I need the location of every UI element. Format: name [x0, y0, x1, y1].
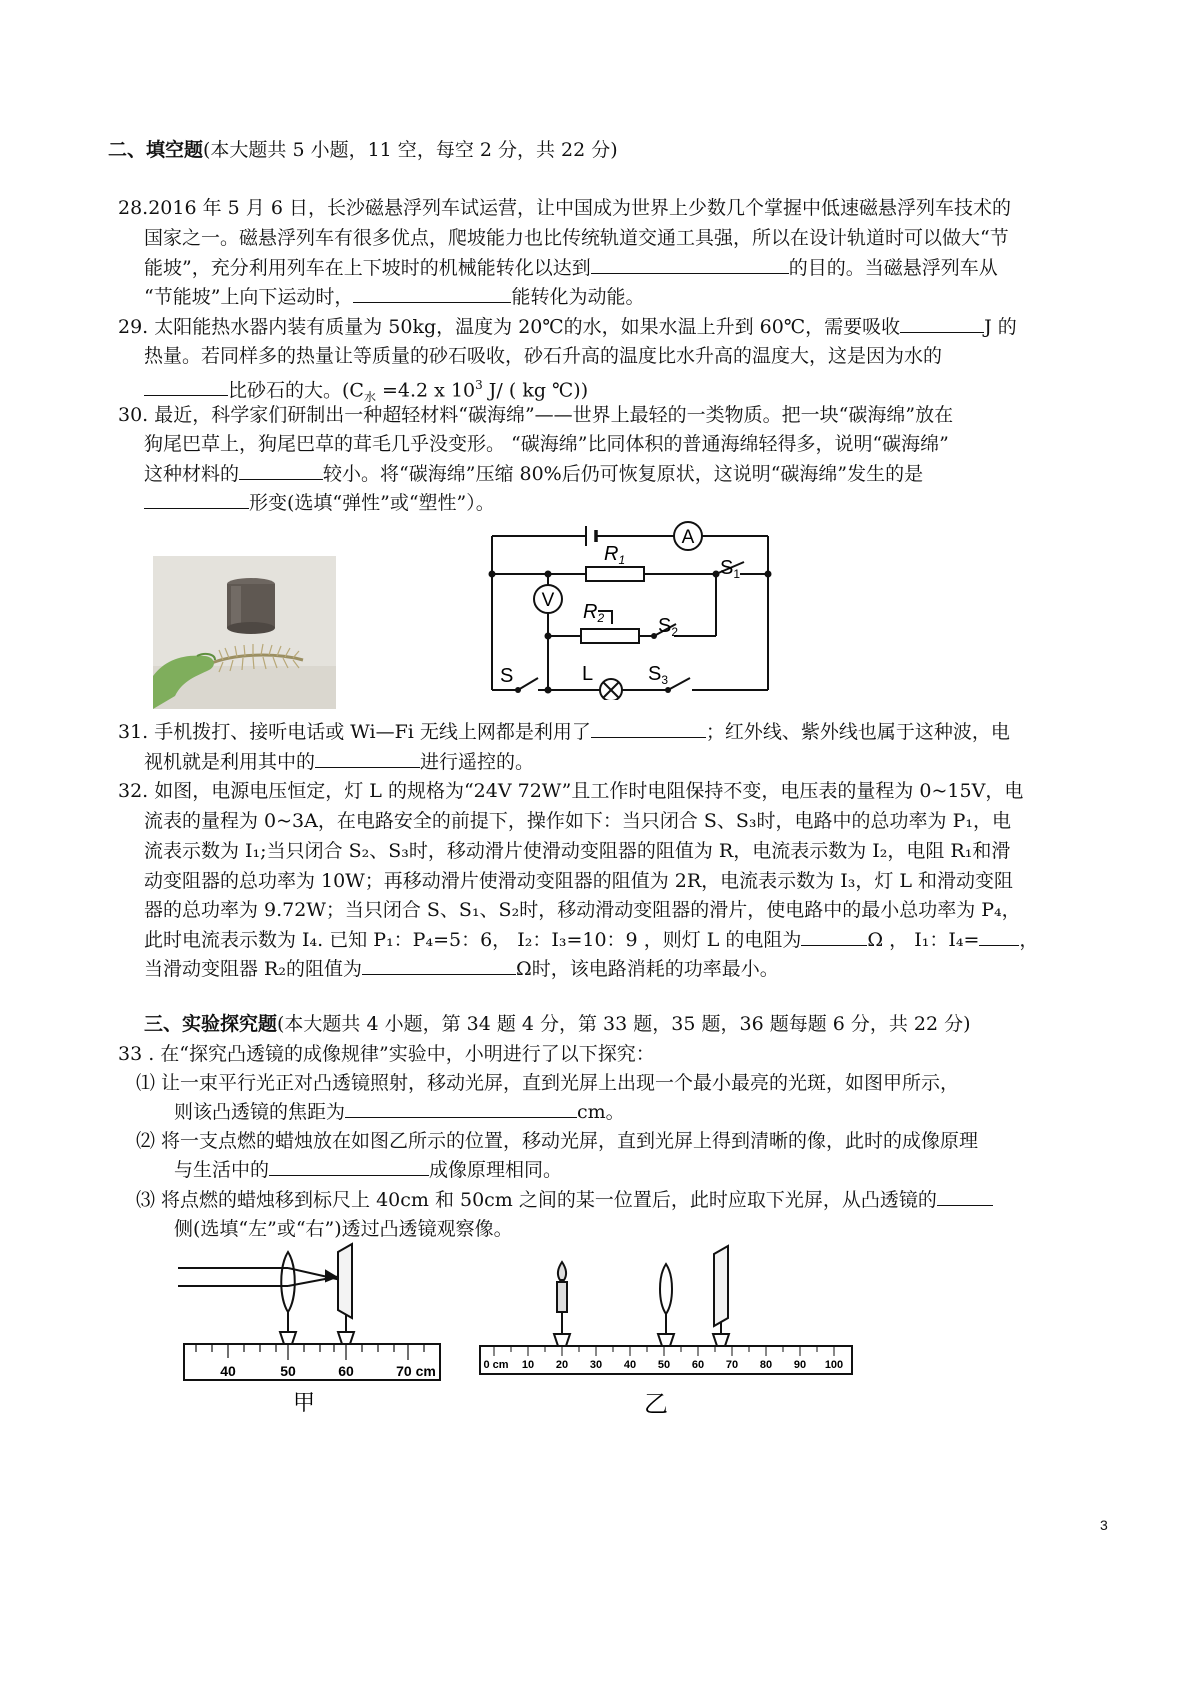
voltmeter-label: V	[541, 590, 555, 611]
q33-intro: 33 . 在“探究凸透镜的成像规律”实验中，小明进行了以下探究：	[118, 1043, 655, 1065]
carbon-sponge-photo	[153, 556, 336, 709]
q29-line-1: 29. 太阳能热水器内装有质量为 50kg，温度为 20℃的水，如果水温上升到 60℃，需要吸收 J 的	[118, 316, 1017, 338]
jia-tick-50: 50	[280, 1363, 296, 1379]
yi-tick-10: 10	[521, 1359, 535, 1371]
jia-caption: 甲	[292, 1390, 316, 1415]
q32-line-3: 流表示数为 I₁;当只闭合 S₂、S₃时，移动滑片使滑动变阻器的阻值为 R，电流表示数为 I₂，电阻 R₁和滑	[144, 840, 1011, 862]
q30-blank-1[interactable]	[239, 461, 323, 480]
q28-blank-1[interactable]	[591, 255, 789, 274]
q32-line-2: 流表的量程为 0~3A，在电路安全的前提下，操作如下：当只闭合 S、S₃时，电路中的总功率为 P₁，电	[144, 810, 1011, 832]
q28-blank-2[interactable]	[353, 284, 511, 303]
q33-part-2-line-1: ⑵ 将一支点燃的蜡烛放在如图乙所示的位置，移动光屏，直到光屏上得到清晰的像，此时的成像原理	[136, 1130, 979, 1152]
jia-tick-60: 60	[338, 1363, 354, 1379]
q30-line-3: 这种材料的 较小。将“碳海绵”压缩 80%后仍可恢复原状，这说明“碳海绵”发生的是	[144, 463, 924, 485]
q32-line-5: 器的总功率为 9.72W；当只闭合 S、S₁、S₂时，移动滑动变阻器的滑片，使电路中的最小总功率为 P₄，	[144, 899, 1021, 921]
yi-tick-50: 50	[657, 1359, 671, 1371]
yi-tick-40: 40	[623, 1359, 637, 1371]
q32-line-1: 32. 如图，电源电压恒定，灯 L 的规格为“24V 72W”且工作时电阻保持不变，电压表的量程为 0~15V，电	[118, 780, 1024, 802]
section-3-note: (本大题共 4 小题，第 34 题 4 分，第 33 题，35 题，36 题每题 6 分，共 22 分)	[277, 1013, 971, 1035]
q31-line-1: 31. 手机拨打、接听电话或 Wi—Fi 无线上网都是利用了 ；红外线、紫外线也属于这种波，电	[118, 721, 1010, 743]
yi-caption: 乙	[644, 1391, 668, 1416]
q32-line-7: 当滑动变阻器 R₂的阻值为 Ω时，该电路消耗的功率最小。	[144, 958, 779, 980]
jia-tick-70: 70 cm	[396, 1363, 436, 1379]
lamp-label: L	[582, 663, 594, 685]
q33-part-3-line-2: 侧(选填“左”或“右”)透过凸透镜观察像。	[174, 1218, 513, 1240]
q33-part-1-line-2: 则该凸透镜的焦距为 cm。	[174, 1101, 625, 1123]
q32-line-4: 动变阻器的总功率为 10W；再移动滑片使滑动变阻器的阻值为 2R，电流表示数为 I₃，灯 L 和滑动变阻	[144, 870, 1014, 892]
q33-blank-1[interactable]	[345, 1099, 577, 1118]
circuit-diagram	[488, 518, 778, 700]
q32-blank-3[interactable]	[362, 956, 516, 975]
q33-blank-2[interactable]	[269, 1157, 429, 1176]
q31-line-2: 视机就是利用其中的 进行遥控的。	[144, 751, 535, 773]
yi-tick-20: 20	[555, 1359, 569, 1371]
q28-line-3: 能坡”，充分利用列车在上下坡时的机械能转化以达到 的目的。当磁悬浮列车从	[144, 257, 998, 279]
section-3-title: 三、实验探究题	[144, 1013, 278, 1035]
jia-tick-40: 40	[220, 1363, 236, 1379]
s2-label: $S_2$	[658, 615, 679, 639]
q32-line-6: 此时电流表示数为 I₄. 已知 P₁：P₄=5：6， I₂：I₃=10：9 ，则灯 L 的电阻为 Ω ， I₁：I₄= ，	[144, 929, 1039, 951]
figure-yi	[478, 1244, 854, 1416]
q28-line-4: “节能坡”上向下运动时， 能转化为动能。	[144, 286, 645, 308]
s-label: S	[500, 665, 514, 687]
r2-label: $R_2$	[583, 601, 605, 625]
figure-jia	[176, 1240, 444, 1416]
q31-blank-1[interactable]	[591, 719, 706, 738]
page-number: 3	[1100, 1517, 1108, 1533]
yi-tick-70: 70	[725, 1359, 739, 1371]
yi-tick-30: 30	[589, 1359, 603, 1371]
ammeter-label: A	[681, 527, 695, 548]
yi-tick-100: 100	[824, 1359, 844, 1371]
q30-blank-2[interactable]	[144, 490, 249, 509]
s1-label: $S_1$	[720, 557, 741, 581]
q33-part-3-line-1: ⑶ 将点燃的蜡烛移到标尺上 40cm 和 50cm 之间的某一位置后，此时应取下光屏，从凸透镜的	[136, 1186, 993, 1214]
q28-line-1: 28.2016 年 5 月 6 日，长沙磁悬浮列车试运营，让中国成为世界上少数几个掌握中低速磁悬浮列车技术的	[118, 197, 1011, 219]
yi-tick-0: 0 cm	[483, 1359, 509, 1371]
q33-blank-3[interactable]	[937, 1187, 993, 1206]
q29-blank-1[interactable]	[900, 314, 984, 333]
q33-part-1-line-1: ⑴ 让一束平行光正对凸透镜照射，移动光屏，直到光屏上出现一个最小最亮的光斑，如图甲所示，	[136, 1072, 960, 1094]
section-2-title: 二、填空题	[108, 139, 204, 161]
section-2-header	[108, 136, 618, 164]
q30-line-2: 狗尾巴草上，狗尾巴草的茸毛几乎没变形。 “碳海绵”比同体积的普通海绵轻得多，说明“碳海绵”	[144, 433, 949, 455]
q32-blank-2[interactable]	[979, 927, 1019, 946]
q30-line-4: 形变(选填“弹性”或“塑性”）。	[144, 489, 495, 517]
s3-label: $S_3$	[648, 663, 669, 687]
yi-tick-60: 60	[691, 1359, 705, 1371]
q33-part-2-line-2: 与生活中的 成像原理相同。	[174, 1159, 563, 1181]
q29-line-2: 热量。若同样多的热量让等质量的砂石吸收，砂石升高的温度比水升高的温度大，这是因为水的	[144, 345, 943, 367]
section-3-header	[144, 1010, 971, 1038]
q28-line-2: 国家之一。磁悬浮列车有很多优点，爬坡能力也比传统轨道交通工具强，所以在设计轨道时可以做大“节	[144, 227, 1009, 249]
r1-label: $R_1$	[604, 543, 626, 567]
yi-tick-80: 80	[759, 1359, 773, 1371]
q29-line-3: 比砂石的大。($C_水 =4.2$ x $10^3$ J/ ( kg ℃))	[144, 371, 588, 411]
yi-tick-90: 90	[793, 1359, 807, 1371]
q29-blank-2[interactable]	[144, 377, 228, 396]
section-2-note: (本大题共 5 小题，11 空，每空 2 分，共 22 分)	[203, 139, 618, 161]
q31-blank-2[interactable]	[315, 749, 420, 768]
q30-line-1: 30. 最近，科学家们研制出一种超轻材料“碳海绵”——世界上最轻的一类物质。把一块“碳海绵”放在	[118, 404, 954, 426]
q32-blank-1[interactable]	[801, 927, 867, 946]
